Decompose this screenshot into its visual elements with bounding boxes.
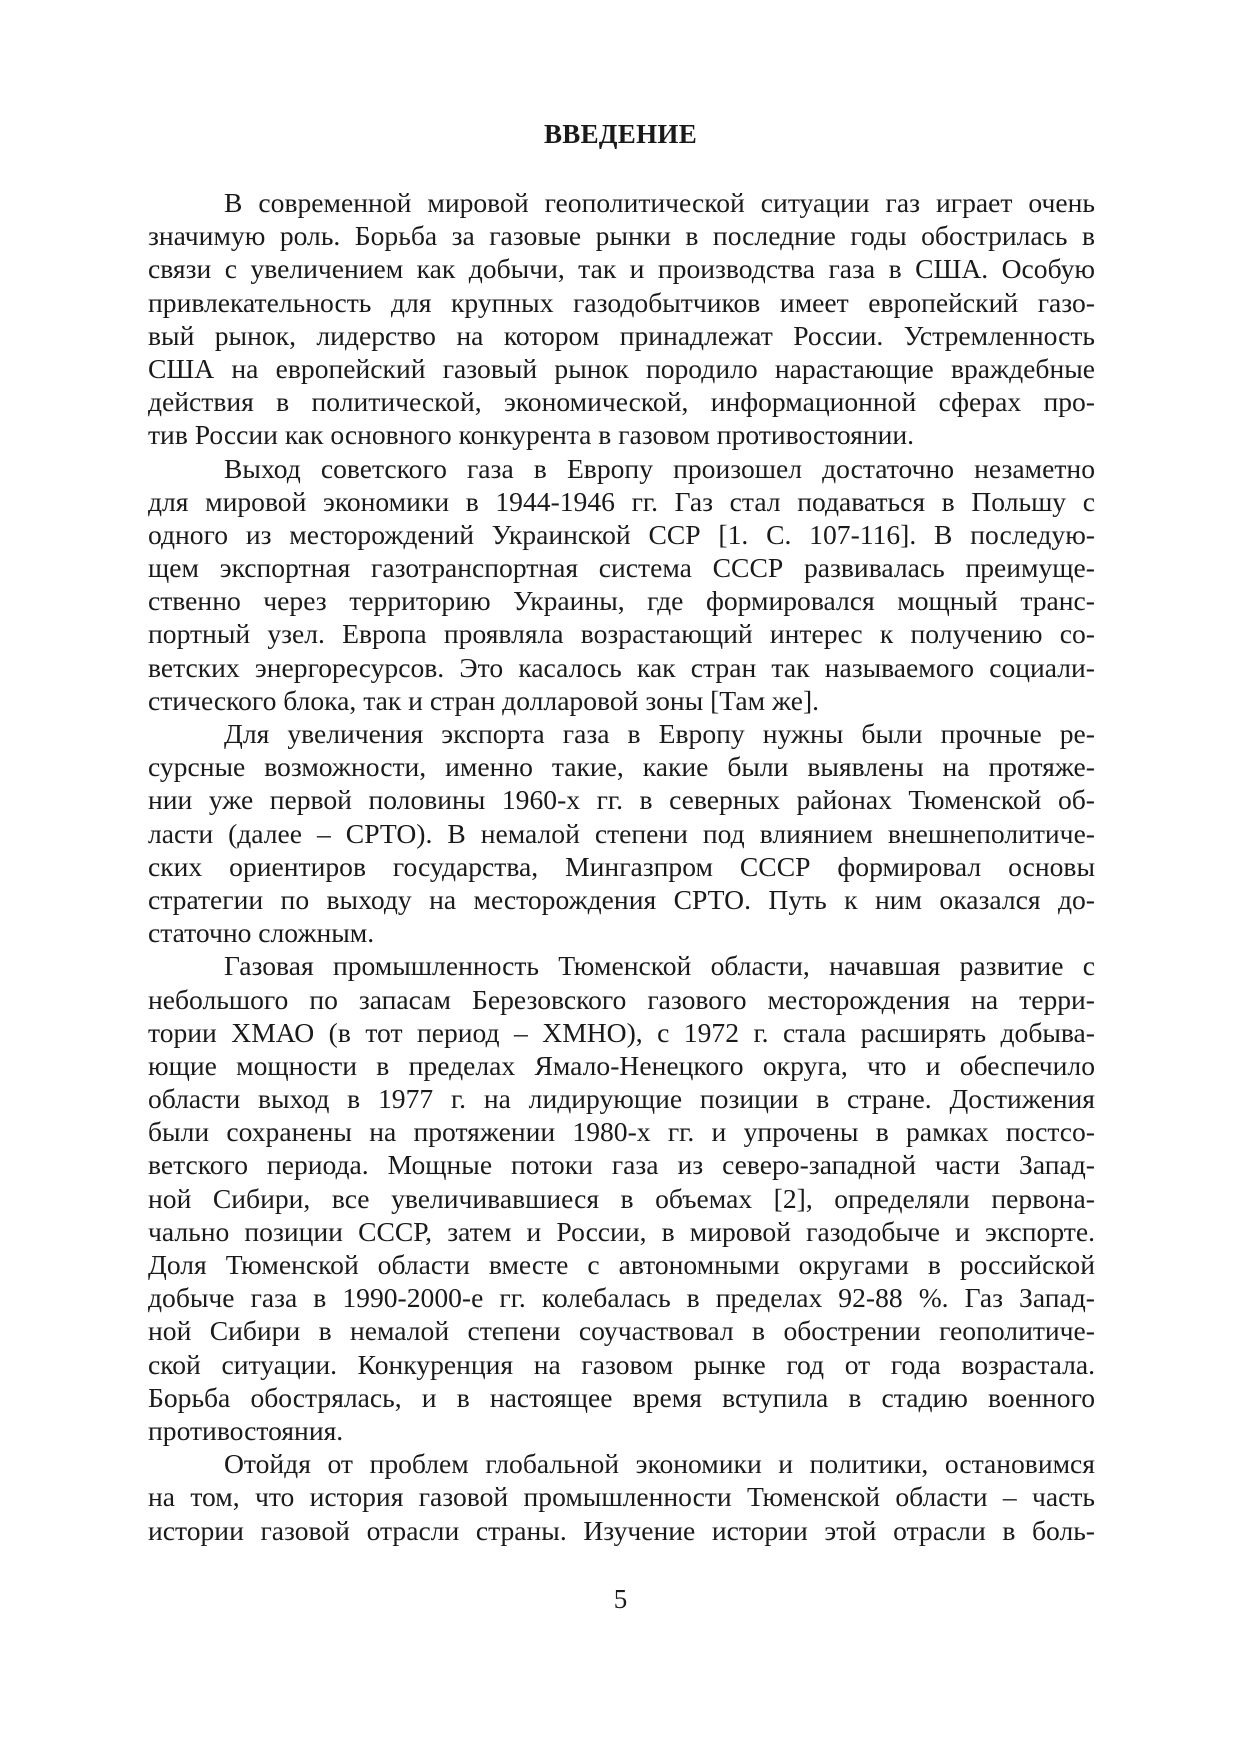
text-line: ласти (далее – СРТО). В немалой степени под влиянием внешнеполитиче- (148, 817, 1095, 849)
text-line: ной Сибири в немалой степени соучаствовал в обострении геополитиче- (148, 1315, 1095, 1347)
text-line: ственно через территорию Украины, где формировался мощный транс- (148, 585, 1095, 617)
text-line: на том, что история газовой промышленности Тюменской области – часть (148, 1481, 1095, 1513)
text-line: тории ХМАО (в тот период – ХМНО), с 1972 г. стала расширять добыва- (148, 1016, 1095, 1048)
paragraph (148, 717, 1095, 949)
text-line: значимую роль. Борьба за газовые рынки в последние годы обострилась в (148, 220, 1095, 252)
text-line: одного из месторождений Украинской ССР [1. С. 107-116]. В последую- (148, 518, 1095, 550)
text-line: чально позиции СССР, затем и России, в мировой газодобыче и экспорте. (148, 1215, 1095, 1247)
text-line: щем экспортная газотранспортная система СССР развивалась преимуще- (148, 552, 1095, 584)
text-line: нии уже первой половины 1960-х гг. в северных районах Тюменской об- (148, 784, 1095, 816)
text-line: ской ситуации. Конкуренция на газовом рынке год от года возрастала. (148, 1348, 1095, 1380)
text-line: Газовая промышленность Тюменской области, начавшая развитие с (224, 950, 1095, 982)
text-line: вый рынок, лидерство на котором принадлежат России. Устремленность (148, 319, 1095, 351)
text-line: связи с увеличением как добычи, так и производства газа в США. Особую (148, 253, 1095, 285)
text-line: Борьба обострялась, и в настоящее время вступила в стадию военного (148, 1381, 1095, 1413)
text-line: Для увеличения экспорта газа в Европу нужны были прочные ре- (224, 718, 1095, 749)
text-line: сурсные возможности, именно такие, какие были выявлены на протяже- (148, 751, 1095, 783)
text-line: ной Сибири, все увеличивавшиеся в объемах [2], определяли первона- (148, 1182, 1095, 1214)
text-line: портный узел. Европа проявляла возрастающий интерес к получению со- (148, 618, 1095, 650)
text-line: статочно сложным. (148, 917, 375, 949)
body-text (148, 186, 1095, 1547)
text-line: Отойдя от проблем глобальной экономики и политики, остановимся (224, 1448, 1095, 1480)
text-line: для мировой экономики в 1944-1946 гг. Газ стал подаваться в Польшу с (148, 485, 1095, 517)
text-line: ских ориентиров государства, Мингазпром СССР формировал основы (148, 850, 1095, 882)
text-line: стического блока, так и стран долларовой зоны [Там же]. (148, 684, 820, 716)
text-line: области выход в 1977 г. на лидирующие позиции в стране. Достижения (148, 1083, 1095, 1115)
text-line: Доля Тюменской области вместе с автономными округами в российской (148, 1249, 1095, 1280)
text-line: ветского периода. Мощные потоки газа из северо-западной части Запад- (148, 1149, 1095, 1181)
text-line: США на европейский газовый рынок породило нарастающие враждебные (148, 352, 1095, 384)
paragraph (148, 186, 1095, 452)
text-line: ветских энергоресурсов. Это касалось как стран так называемого социали- (148, 651, 1095, 683)
text-line: ющие мощности в пределах Ямало-Ненецкого округа, что и обеспечило (148, 1049, 1095, 1081)
paragraph (148, 452, 1095, 718)
text-line: добыче газа в 1990-2000-е гг. колебалась в пределах 92-88 %. Газ Запад- (148, 1282, 1095, 1314)
text-line: тив России как основного конкурента в газовом противостоянии. (148, 419, 915, 451)
text-line: привлекательность для крупных газодобытчиков имеет европейский газо- (148, 286, 1095, 318)
text-line: действия в политической, экономической, информационной сферах про- (148, 386, 1095, 418)
paragraph (148, 1447, 1095, 1547)
paragraph (148, 949, 1095, 1447)
text-line: истории газовой отрасли страны. Изучение истории этой отрасли в боль- (148, 1514, 1095, 1546)
section-heading: ВВЕДЕНИЕ (543, 119, 698, 149)
text-line: небольшого по запасам Березовского газового месторождения на терри- (148, 983, 1095, 1015)
text-line: были сохранены на протяжении 1980-х гг. и упрочены в рамках постсо- (148, 1116, 1095, 1148)
text-line: стратегии по выходу на месторождения СРТО. Путь к ним оказался до- (148, 883, 1095, 915)
text-line: противостояния. (148, 1414, 344, 1446)
page-number: 5 (613, 1584, 628, 1614)
text-line: Выход советского газа в Европу произошел достаточно незаметно (224, 452, 1095, 484)
text-line: В современной мировой геополитической ситуации газ играет очень (224, 187, 1095, 218)
